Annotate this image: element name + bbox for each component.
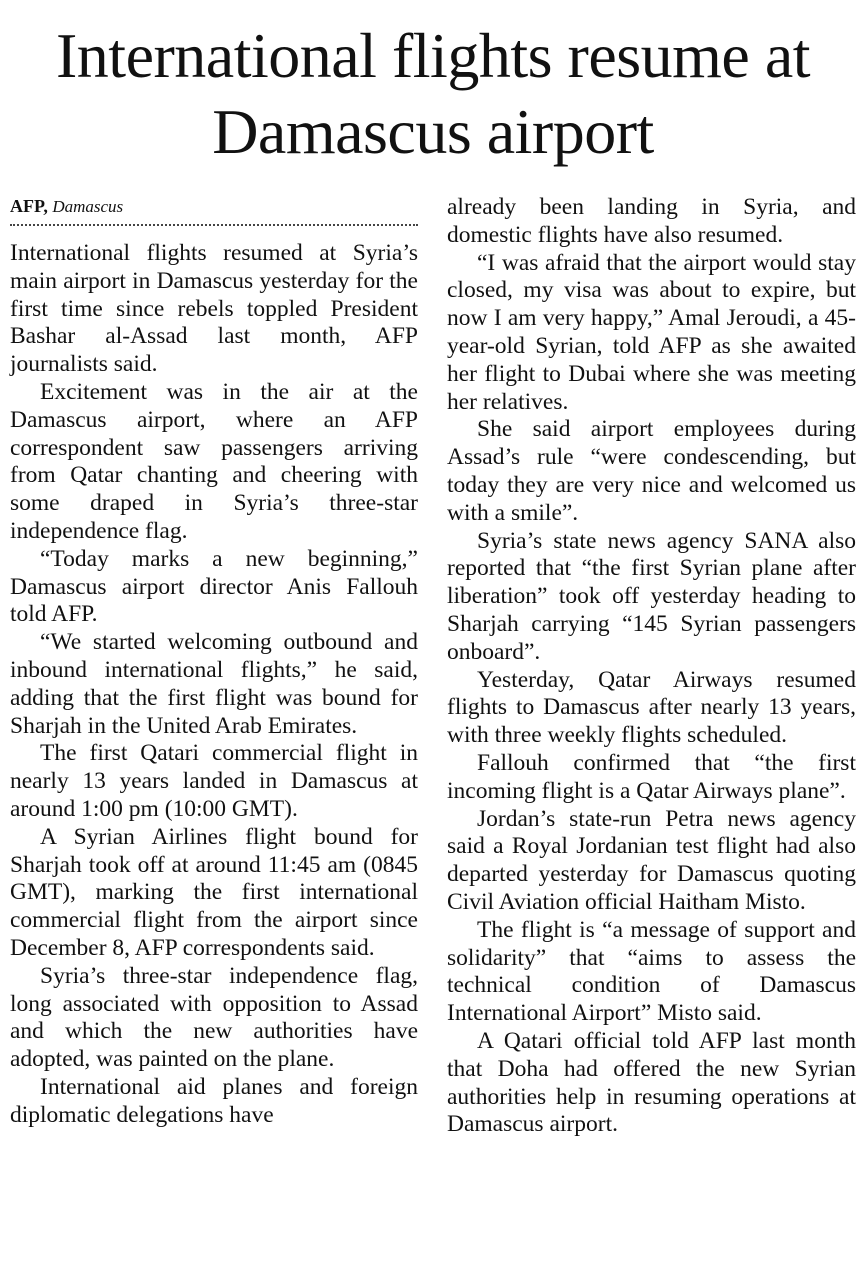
paragraph: A Qatari official told AFP last month that Doha had offered the new Syrian authorities help in resuming operations at Damascus airport. [447, 1027, 856, 1138]
paragraph: International aid planes and foreign diplomatic delegations have [10, 1073, 418, 1128]
paragraph: International flights resumed at Syria’s main airport in Damascus yesterday for the first time since rebels toppled President Bashar al-Assad last month, AFP journalists said. [10, 240, 418, 378]
paragraph: Syria’s state news agency SANA also reported that “the first Syrian plane after liberation” took off yesterday heading to Sharjah carrying “145 Syrian passengers onboard”. [447, 527, 856, 665]
paragraph: already been landing in Syria, and domestic flights have also resumed. [447, 194, 856, 248]
byline-place: Damascus [52, 197, 124, 216]
paragraph: Yesterday, Qatar Airways resumed flights to Damascus after nearly 13 years, with three weekly flights scheduled. [447, 666, 856, 749]
paragraph: A Syrian Airlines flight bound for Sharjah took off at around 11:45 am (0845 GMT), marking the first international commercial flight from the airport since December 8, AFP correspondents said. [10, 823, 418, 961]
paragraph: “We started welcoming outbound and inbound international flights,” he said, adding that the first flight was bound for Sharjah in the United Arab Emirates. [10, 629, 418, 739]
byline [10, 194, 418, 224]
paragraph: She said airport employees during Assad’s rule “were condescending, but today they are very nice and welcomed us with a smile”. [447, 416, 856, 526]
byline-agency: AFP, [10, 196, 48, 216]
paragraph: Syria’s three-star independence flag, long associated with opposition to Assad and which the new authorities have adopted, was painted on the plane. [10, 962, 418, 1073]
paragraph: The first Qatari commercial flight in nearly 13 years landed in Damascus at around 1:00 pm (10:00 GMT). [10, 740, 418, 822]
paragraph: Excitement was in the air at the Damascus airport, where an AFP correspondent saw passengers arriving from Qatar chanting and cheering with some draped in Syria’s three-star independence flag. [10, 378, 418, 544]
article-column-right [447, 194, 856, 1139]
paragraph: “I was afraid that the airport would stay closed, my visa was about to expire, but now I am very happy,” Amal Jeroudi, a 45-year-old Syrian, told AFP as she awaited her flight to Dubai where she was meeting her relatives. [447, 249, 856, 415]
paragraph: Jordan’s state-run Petra news agency said a Royal Jordanian test flight had also departed yesterday for Damascus quoting Civil Aviation official Haitham Misto. [447, 805, 856, 915]
paragraph: “Today marks a new beginning,” Damascus airport director Anis Fallouh told AFP. [10, 545, 418, 628]
paragraph: The flight is “a message of support and solidarity” that “aims to assess the technical condition of Damascus International Airport” Misto said. [447, 916, 856, 1027]
article-column-left [10, 194, 418, 1130]
byline-divider [10, 224, 418, 226]
headline: International flights resume at Damascus airport [55, 20, 811, 167]
paragraph: Fallouh confirmed that “the first incoming flight is a Qatar Airways plane”. [447, 749, 856, 804]
